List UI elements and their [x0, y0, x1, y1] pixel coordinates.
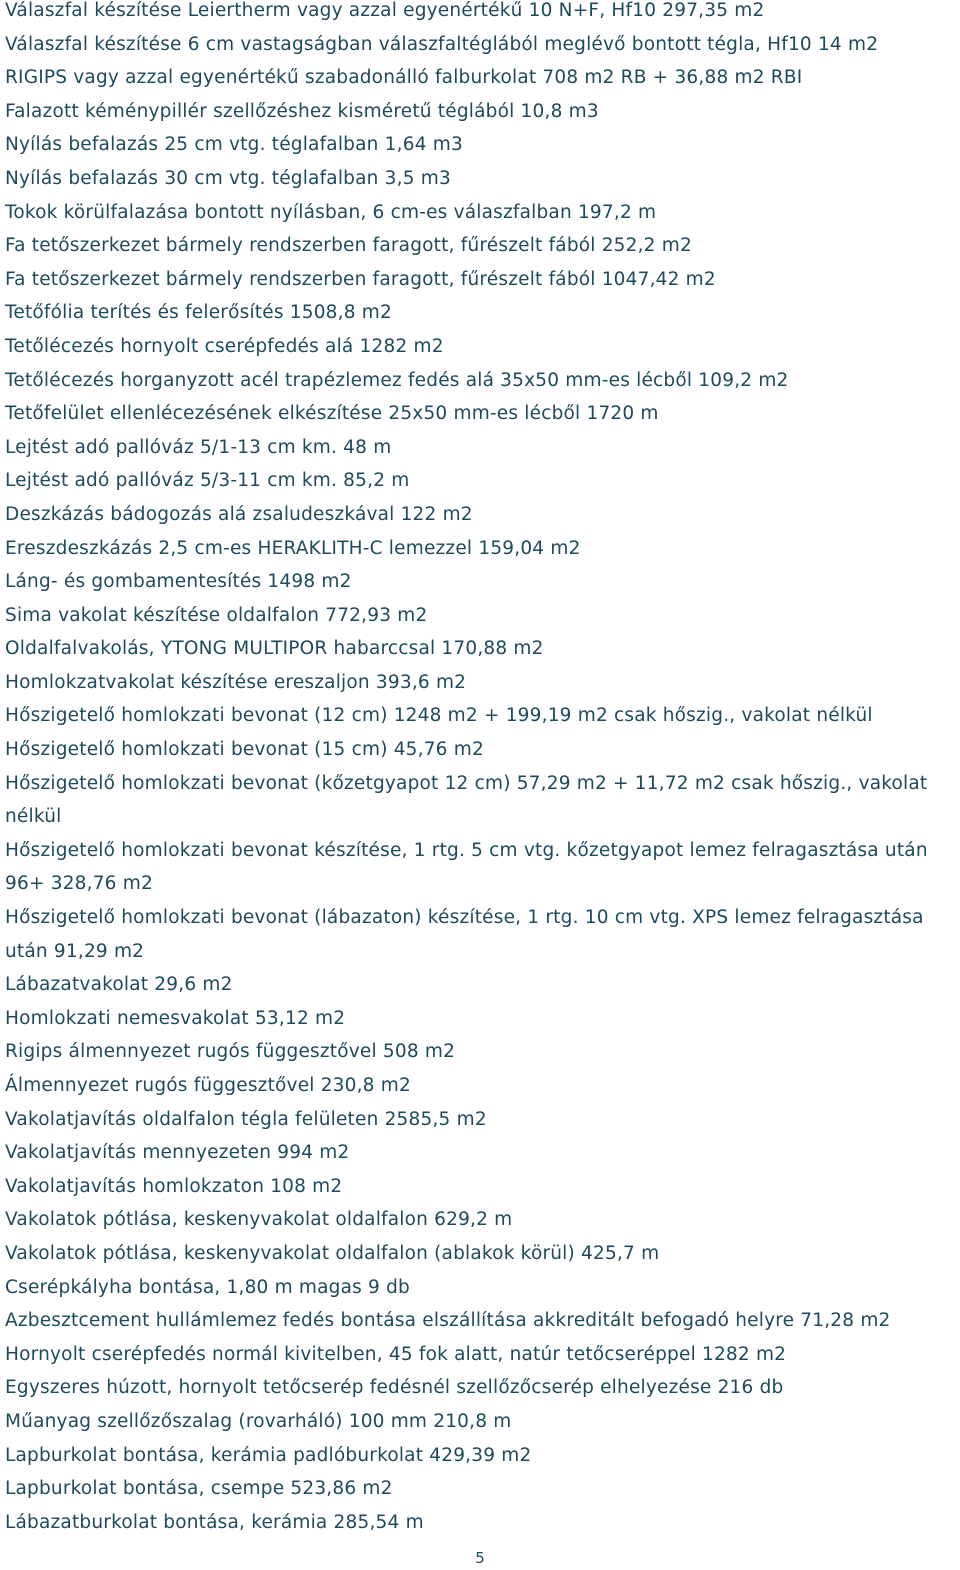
text-line: Hőszigetelő homlokzati bevonat (lábazaton) készítése, 1 rtg. 10 cm vtg. XPS lemez felragasztása	[5, 907, 924, 929]
text-line: Hőszigetelő homlokzati bevonat készítése, 1 rtg. 5 cm vtg. kőzetgyapot lemez felragasztása után	[5, 839, 928, 861]
text-line: Hornyolt cserépfedés normál kivitelben, 45 fok alatt, natúr tetőcseréppel 1282 m2	[5, 1343, 787, 1365]
text-line: Álmennyezet rugós függesztővel 230,8 m2	[5, 1075, 411, 1096]
text-line: Vakolatok pótlása, keskenyvakolat oldalfalon (ablakok körül) 425,7 m	[5, 1242, 660, 1264]
text-line: Deszkázás bádogozás alá zsaludeszkával 122 m2	[5, 503, 473, 525]
text-line: Lapburkolat bontása, csempe 523,86 m2	[5, 1478, 393, 1500]
text-line: RIGIPS vagy azzal egyenértékű szabadonálló falburkolat 708 m2 RB + 36,88 m2 RBI	[5, 67, 803, 89]
text-line: Fa tetőszerkezet bármely rendszerben faragott, fűrészelt fából 252,2 m2	[5, 235, 692, 257]
text-line: Tetőlécezés hornyolt cserépfedés alá 1282 m2	[5, 335, 444, 357]
text-line: Egyszeres húzott, hornyolt tetőcserép fedésnél szellőzőcserép elhelyezése 216 db	[5, 1377, 784, 1399]
text-line: Lejtést adó pallóváz 5/1-13 cm km. 48 m	[5, 436, 392, 458]
text-line: Válaszfal készítése 6 cm vastagságban válaszfaltéglából meglévő bontott tégla, Hf10 14 m2	[5, 33, 879, 55]
text-line: Lábazatburkolat bontása, kerámia 285,54 m	[5, 1511, 424, 1533]
text-line: Vakolatok pótlása, keskenyvakolat oldalfalon 629,2 m	[5, 1209, 513, 1231]
text-line: Homlokzatvakolat készítése ereszaljon 393,6 m2	[5, 671, 467, 693]
text-line: nélkül	[5, 806, 62, 828]
text-line: Sima vakolat készítése oldalfalon 772,93 m2	[5, 604, 428, 626]
document-body	[5, 0, 955, 1539]
text-line: Nyílás befalazás 30 cm vtg. téglafalban 3,5 m3	[5, 167, 451, 189]
text-line: után 91,29 m2	[5, 940, 145, 962]
text-line: Oldalfalvakolás, YTONG MULTIPOR habarccsal 170,88 m2	[5, 638, 544, 660]
text-line: Ereszdeszkázás 2,5 cm-es HERAKLITH-C lemezzel 159,04 m2	[5, 537, 581, 559]
text-line: Tokok körülfalazása bontott nyílásban, 6 cm-es válaszfalban 197,2 m	[5, 201, 657, 223]
text-line: Tetőfólia terítés és felerősítés 1508,8 m2	[5, 302, 392, 324]
text-line: Műanyag szellőzőszalag (rovarháló) 100 mm 210,8 m	[5, 1410, 512, 1432]
text-line: Vakolatjavítás mennyezeten 994 m2	[5, 1142, 350, 1164]
text-line: Hőszigetelő homlokzati bevonat (12 cm) 1248 m2 + 199,19 m2 csak hőszig., vakolat nélkül	[5, 705, 873, 727]
text-line: Azbesztcement hullámlemez fedés bontása elszállítása akkreditált befogadó helyre 71,28 m2	[5, 1310, 891, 1332]
text-line: Láng- és gombamentesítés 1498 m2	[5, 571, 352, 593]
text-line: 96+ 328,76 m2	[5, 873, 153, 895]
text-line: Hőszigetelő homlokzati bevonat (kőzetgyapot 12 cm) 57,29 m2 + 11,72 m2 csak hőszig., vakolat	[5, 772, 928, 794]
text-line: Hőszigetelő homlokzati bevonat (15 cm) 45,76 m2	[5, 739, 484, 761]
text-line: Rigips álmennyezet rugós függesztővel 508 m2	[5, 1041, 456, 1063]
text-line: Homlokzati nemesvakolat 53,12 m2	[5, 1007, 346, 1029]
text-line: Vakolatjavítás homlokzaton 108 m2	[5, 1175, 343, 1197]
text-line: Válaszfal készítése Leiertherm vagy azzal egyenértékű 10 N+F, Hf10 297,35 m2	[5, 0, 765, 21]
text-line: Lejtést adó pallóváz 5/3-11 cm km. 85,2 m	[5, 470, 410, 492]
text-line: Nyílás befalazás 25 cm vtg. téglafalban 1,64 m3	[5, 134, 463, 156]
text-line: Fa tetőszerkezet bármely rendszerben faragott, fűrészelt fából 1047,42 m2	[5, 268, 716, 290]
text-line: Tetőlécezés horganyzott acél trapézlemez fedés alá 35x50 mm-es lécből 109,2 m2	[5, 369, 789, 391]
text-line: Tetőfelület ellenlécezésének elkészítése 25x50 mm-es lécből 1720 m	[5, 403, 659, 425]
text-line: Lábazatvakolat 29,6 m2	[5, 974, 233, 996]
text-line: Vakolatjavítás oldalfalon tégla felületen 2585,5 m2	[5, 1108, 487, 1130]
text-line: Cserépkályha bontása, 1,80 m magas 9 db	[5, 1276, 410, 1298]
text-line: Falazott kéménypillér szellőzéshez kisméretű téglából 10,8 m3	[5, 100, 599, 122]
page-number: 5	[475, 1549, 485, 1567]
text-line: Lapburkolat bontása, kerámia padlóburkolat 429,39 m2	[5, 1444, 532, 1466]
